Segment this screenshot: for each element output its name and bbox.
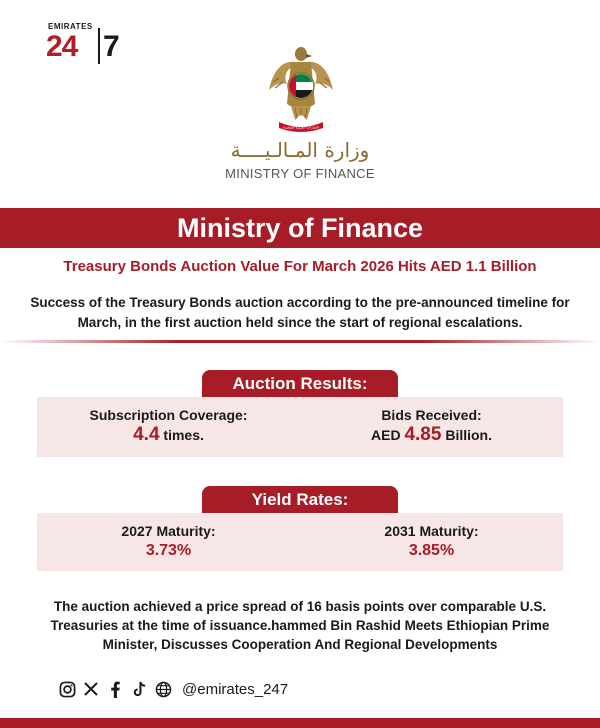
maturity-2027-cell [37,513,300,560]
bids-received-value: 4.85 [404,424,442,445]
maturity-2027-label: 2027 Maturity: [121,523,216,539]
bids-received-unit: Billion. [445,427,492,443]
maturity-2027-value: 3.73% [145,542,192,559]
title-banner: Ministry of Finance [0,208,600,248]
maturity-2031-cell [300,513,563,560]
bids-received-prefix: AED [371,427,401,443]
ministry-english-name: MINISTRY OF FINANCE [225,166,375,181]
bids-received-cell [300,397,563,446]
section-divider [0,340,600,343]
emirates-247-logo [46,22,136,66]
auction-results-heading: Auction Results: [202,370,398,398]
logo-emirates-text: EMIRATES [48,22,93,31]
footer-bar [0,718,600,728]
subscription-coverage-label: Subscription Coverage: [89,407,248,423]
subscription-coverage-unit: times. [163,427,204,443]
auction-results-panel [37,397,563,457]
maturity-2031-label: 2031 Maturity: [384,523,479,539]
social-handle[interactable]: @emirates_247 [182,680,289,698]
lead-paragraph: Success of the Treasury Bonds auction according to the pre-announced timeline for March, in the first auction held since the start of regional escalations. [30,295,570,330]
logo-24-text: 24 [46,30,78,63]
instagram-icon[interactable] [58,680,76,698]
headline-subtitle: Treasury Bonds Auction Value For March 2026 Hits AED 1.1 Billion [63,258,537,275]
yield-rates-heading: Yield Rates: [202,486,398,514]
tiktok-icon[interactable] [130,680,148,698]
logo-divider [98,28,100,64]
maturity-2031-value: 3.85% [408,542,455,559]
x-icon[interactable] [82,680,100,698]
yield-rates-panel [37,513,563,571]
ministry-arabic-name: وزارة المـالـيــــة [230,138,370,162]
closing-paragraph: The auction achieved a price spread of 16 basis points over comparable U.S. Treasuries at the time of issuance.hammed Bin Rashid Meets Ethiopian Prime Minister, Discusses Cooperation And Regional Developments [50,599,550,652]
subscription-coverage-value: 4.4 [133,424,160,445]
subscription-coverage-cell [37,397,300,446]
social-bar [58,678,288,700]
bids-received-label: Bids Received: [381,407,482,423]
emblem-motto: الإمارات العربية المتحدة [283,125,319,130]
uae-emblem-icon [265,42,337,132]
logo-7-text: 7 [103,30,120,63]
globe-icon[interactable] [154,680,172,698]
facebook-icon[interactable] [106,680,124,698]
